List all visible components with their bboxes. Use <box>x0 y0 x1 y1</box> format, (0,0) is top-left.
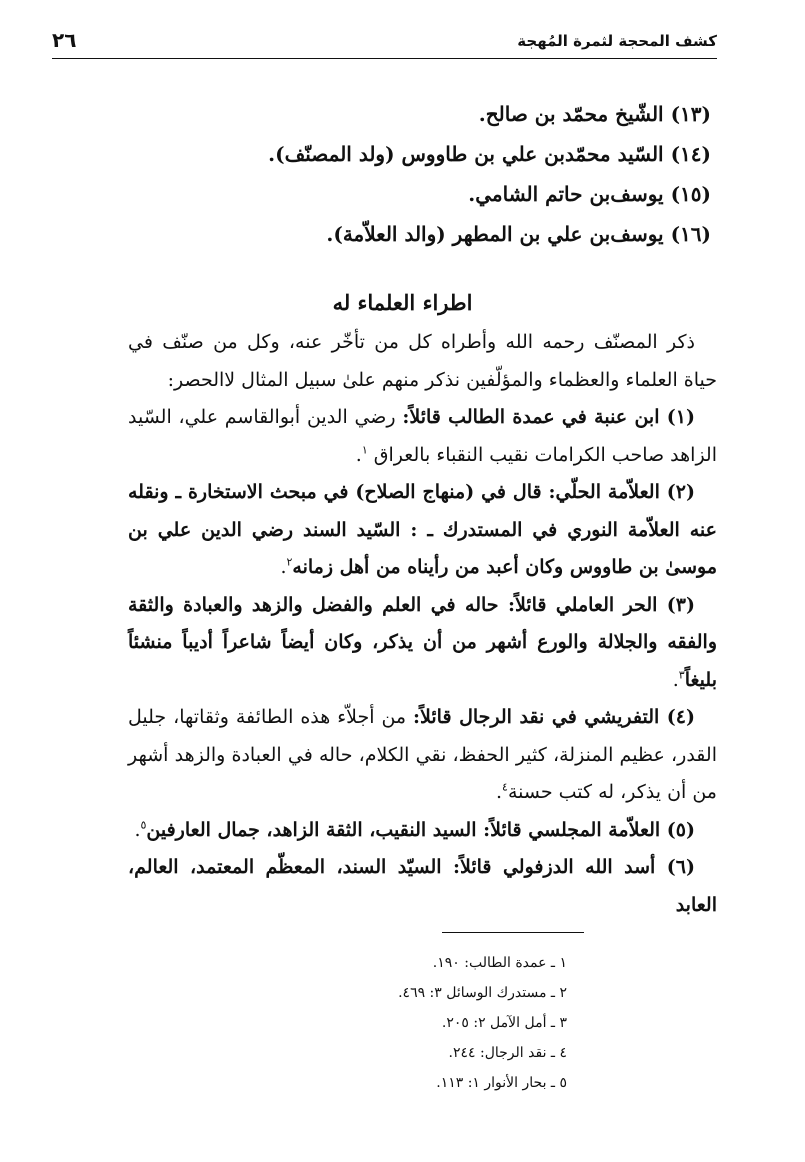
list-item: (١٥) يوسف‌بن حاتم الشامي. <box>468 182 711 206</box>
running-title: كشف المحجة لثمرة المُهجة <box>517 32 717 50</box>
list-item: (١٦) يوسف‌بن علي بن المطهر (والد العلاّمة). <box>326 222 711 246</box>
entry-end: . <box>134 818 141 841</box>
page-number: ٢٦ <box>52 28 77 52</box>
entry-lead: (٦) أسد الله الدزفولي قائلاً: <box>452 856 696 878</box>
footnote: ٥ ـ بحار الأنوار ١: ١١٣. <box>436 1075 567 1091</box>
footnote-ref: ٥ <box>140 818 147 832</box>
entry-paragraph <box>128 474 717 587</box>
footnote: ٣ ـ أمل الآمل ٢: ٢٠٥. <box>441 1015 567 1031</box>
list-item: (١٤) السّيد محمّدبن علي بن طاووس (ولد المصنّف). <box>268 142 711 166</box>
entry-text: رضي الدين أبوالقاسم علي، السّيد الزاهد صاحب الكرامات نقيب النقباء بالعراق <box>128 406 717 466</box>
entry-end: . <box>496 781 503 803</box>
list-item: (١٣) الشّيخ محمّد بن صالح. <box>478 102 711 126</box>
entry-paragraph <box>128 812 717 850</box>
footnote-ref: ٣ <box>678 668 685 682</box>
entry-lead: (٢) العلاّمة الحلّي: قال في (منهاج الصلاح) في مبحث الاستخارة ـ ونقله عنه العلاّمة النوري في المستدرك ـ : السّيد السند رضي الدين علي بن موسىٰ بن طاووس وكان أعبد من رأيناه من أهل زمانه <box>128 481 717 578</box>
footnote-ref: ٢ <box>286 555 293 569</box>
footnote-divider <box>442 932 584 933</box>
intro-paragraph: ذكر المصنّف رحمه الله وأطراه كل من تأخّر عنه، وكل من صنّف في حياة العلماء والعظماء والمؤلّفين نذكر منهم علىٰ سبيل المثال لاالحصر: <box>128 331 717 391</box>
entry-lead: (٥) العلاّمة المجلسي قائلاً: <box>483 818 695 841</box>
entry-paragraph <box>128 587 717 700</box>
footnotes <box>247 948 567 1098</box>
footnote: ١ ـ عمدة الطالب: ١٩٠. <box>432 955 567 971</box>
student-list <box>111 94 711 254</box>
entry-lead: (٤) التفريشي في نقد الرجال قائلاً: <box>413 706 695 728</box>
entry-end: . <box>280 556 287 578</box>
entry-paragraph <box>128 399 717 474</box>
entry-lead: (٣) الحر العاملي قائلاً: <box>507 593 695 616</box>
entry-end: . <box>355 443 362 466</box>
footnote: ٤ ـ نقد الرجال: ٢٤٤. <box>448 1045 567 1061</box>
entry-end: . <box>672 668 679 691</box>
entry-text: السيّد السند، المعظّم المعتمد، العالم، العابد <box>128 856 717 916</box>
entry-text: السيد النقيب، الثقة الزاهد، جمال العارفين <box>146 818 484 841</box>
entry-text: من أجلاّء هذه الطائفة وثقاتها، جليل القدر، عظيم المنزلة، كثير الحفظ، نقي الكلام، حاله في العبادة والزهد أشهر من أن يذكر، له كتب حسنة <box>128 706 717 803</box>
footnote-ref: ١ <box>361 443 368 457</box>
entry-text: حاله في العلم والفضل والزهد والعبادة والثقة والفقه والجلالة والورع أشهر من أن يذكر، وكان أيضاً شاعراً أديباً منشئاً بليغاً <box>128 593 717 691</box>
entry-paragraph <box>128 849 717 924</box>
entry-paragraph <box>128 699 717 812</box>
section-title: اطراء العلماء له <box>332 290 473 315</box>
main-text <box>128 324 717 924</box>
footnote: ٢ ـ مستدرك الوسائل ٣: ٤٦٩. <box>398 985 567 1001</box>
footnote-ref: ٤ <box>502 780 508 794</box>
entry-lead: (١) ابن عنبة في عمدة الطالب قائلاً: <box>402 406 695 428</box>
page-header <box>52 28 717 59</box>
